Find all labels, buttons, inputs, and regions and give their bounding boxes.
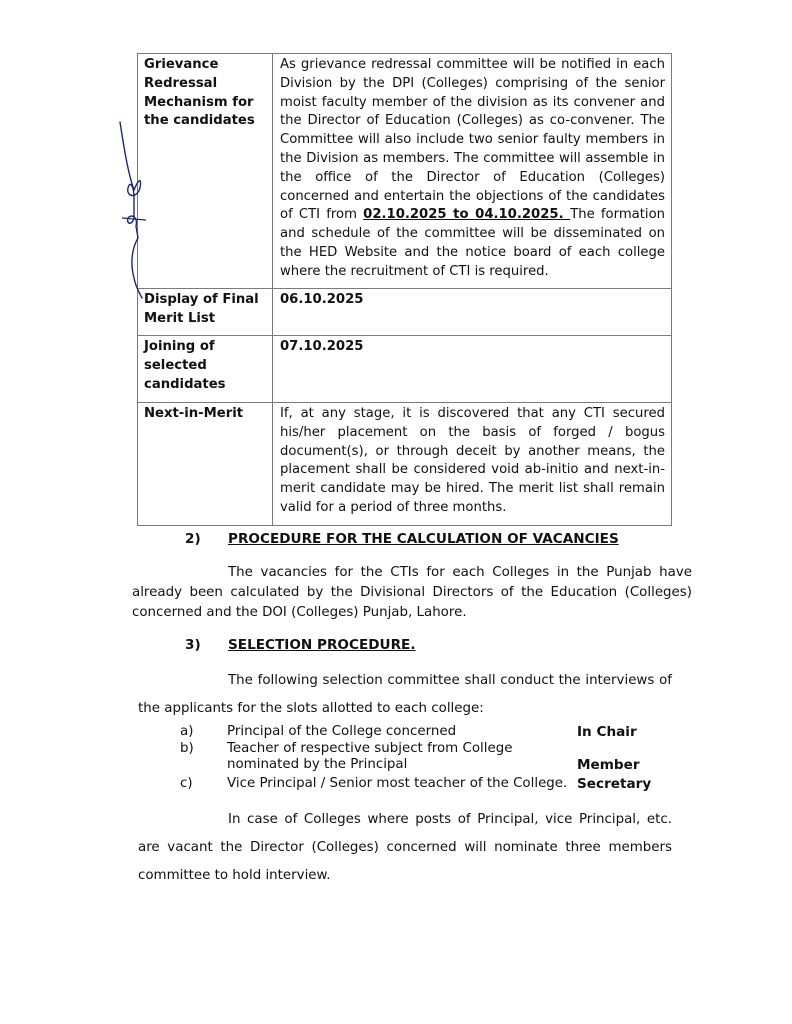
section-2-heading xyxy=(185,531,619,547)
row-value-next-in-merit: If, at any stage, it is discovered that any CTI secured his/her placement on the basis of forged / bogus document(s), or through deceit by another means, the placement shall be considered void ab-initio and next-in-merit candidate may be hired. The merit list shall remain valid for a period of three months. xyxy=(273,403,672,526)
section-title: SELECTION PROCEDURE. xyxy=(228,637,416,653)
section-number: 3) xyxy=(185,637,201,653)
section-number: 2) xyxy=(185,531,201,547)
row-label-final-merit-list: Display of Final Merit List xyxy=(138,289,273,336)
item-description-line: nominated by the Principal xyxy=(227,757,408,772)
table-row xyxy=(138,336,672,403)
table-row xyxy=(138,54,672,289)
paragraph-text: The vacancies for the CTIs for each Colleges in the Punjab have already been calculated by the Divisional Directors of the Education (Colleges) concerned and the DOI (Colleges) Punjab, Lahore. xyxy=(132,565,692,620)
item-description: Vice Principal / Senior most teacher of the College. xyxy=(227,776,568,791)
signature-icon xyxy=(112,118,162,300)
grievance-date-range: 02.10.2025 to 04.10.2025. xyxy=(363,207,571,223)
row-value-grievance xyxy=(273,54,672,289)
row-value-joining-date: 07.10.2025 xyxy=(273,336,672,403)
committee-item xyxy=(180,724,660,740)
section-2-paragraph xyxy=(132,563,692,623)
schedule-table xyxy=(137,53,672,526)
item-role: Secretary xyxy=(577,776,652,792)
row-value-final-merit-list-date: 06.10.2025 xyxy=(273,289,672,336)
item-role: In Chair xyxy=(577,724,637,740)
committee-list xyxy=(180,724,660,792)
section-3-heading xyxy=(185,637,416,653)
section-3-paragraph xyxy=(138,667,672,723)
item-description-line: Teacher of respective subject from College xyxy=(227,741,513,756)
item-letter: a) xyxy=(180,724,194,739)
section-title: PROCEDURE FOR THE CALCULATION OF VACANCIES xyxy=(228,531,619,547)
item-letter: b) xyxy=(180,741,194,756)
row-label-next-in-merit: Next-in-Merit xyxy=(138,403,273,526)
section-3-closing-paragraph xyxy=(138,806,672,890)
item-description: Principal of the College concerned xyxy=(227,724,457,739)
item-description xyxy=(227,741,577,773)
paragraph-text: The following selection committee shall conduct the interviews of the applicants for the slots allotted to each college: xyxy=(138,673,672,716)
row-label-grievance: Grievance Redressal Mechanism for the candidates xyxy=(138,54,273,289)
grievance-text: As grievance redressal committee will be notified in each Division by the DPI (Colleges) comprising of the senior moist faculty member of the division as its convener and the Director of Education (Colleges) as co-convener. The Committee will also include two senior faulty members in the Division as members. The committee will assemble in the office of the Director of Education (Colleges) concerned and entertain the objections of the candidates of CTI from xyxy=(280,57,665,223)
item-role: Member xyxy=(577,757,640,773)
committee-item xyxy=(180,776,660,792)
committee-item xyxy=(180,741,660,773)
table-row xyxy=(138,289,672,336)
table-row xyxy=(138,403,672,526)
item-letter: c) xyxy=(180,776,193,791)
paragraph-text: In case of Colleges where posts of Principal, vice Principal, etc. are vacant the Director (Colleges) concerned will nominate three members committee to hold interview. xyxy=(138,812,672,883)
row-label-joining: Joining of selected candidates xyxy=(138,336,273,403)
grievance-text-continued: The formation and schedule of the committee will be disseminated on the HED Website and the notice board of each college where the recruitment of CTI is required. xyxy=(280,207,666,279)
